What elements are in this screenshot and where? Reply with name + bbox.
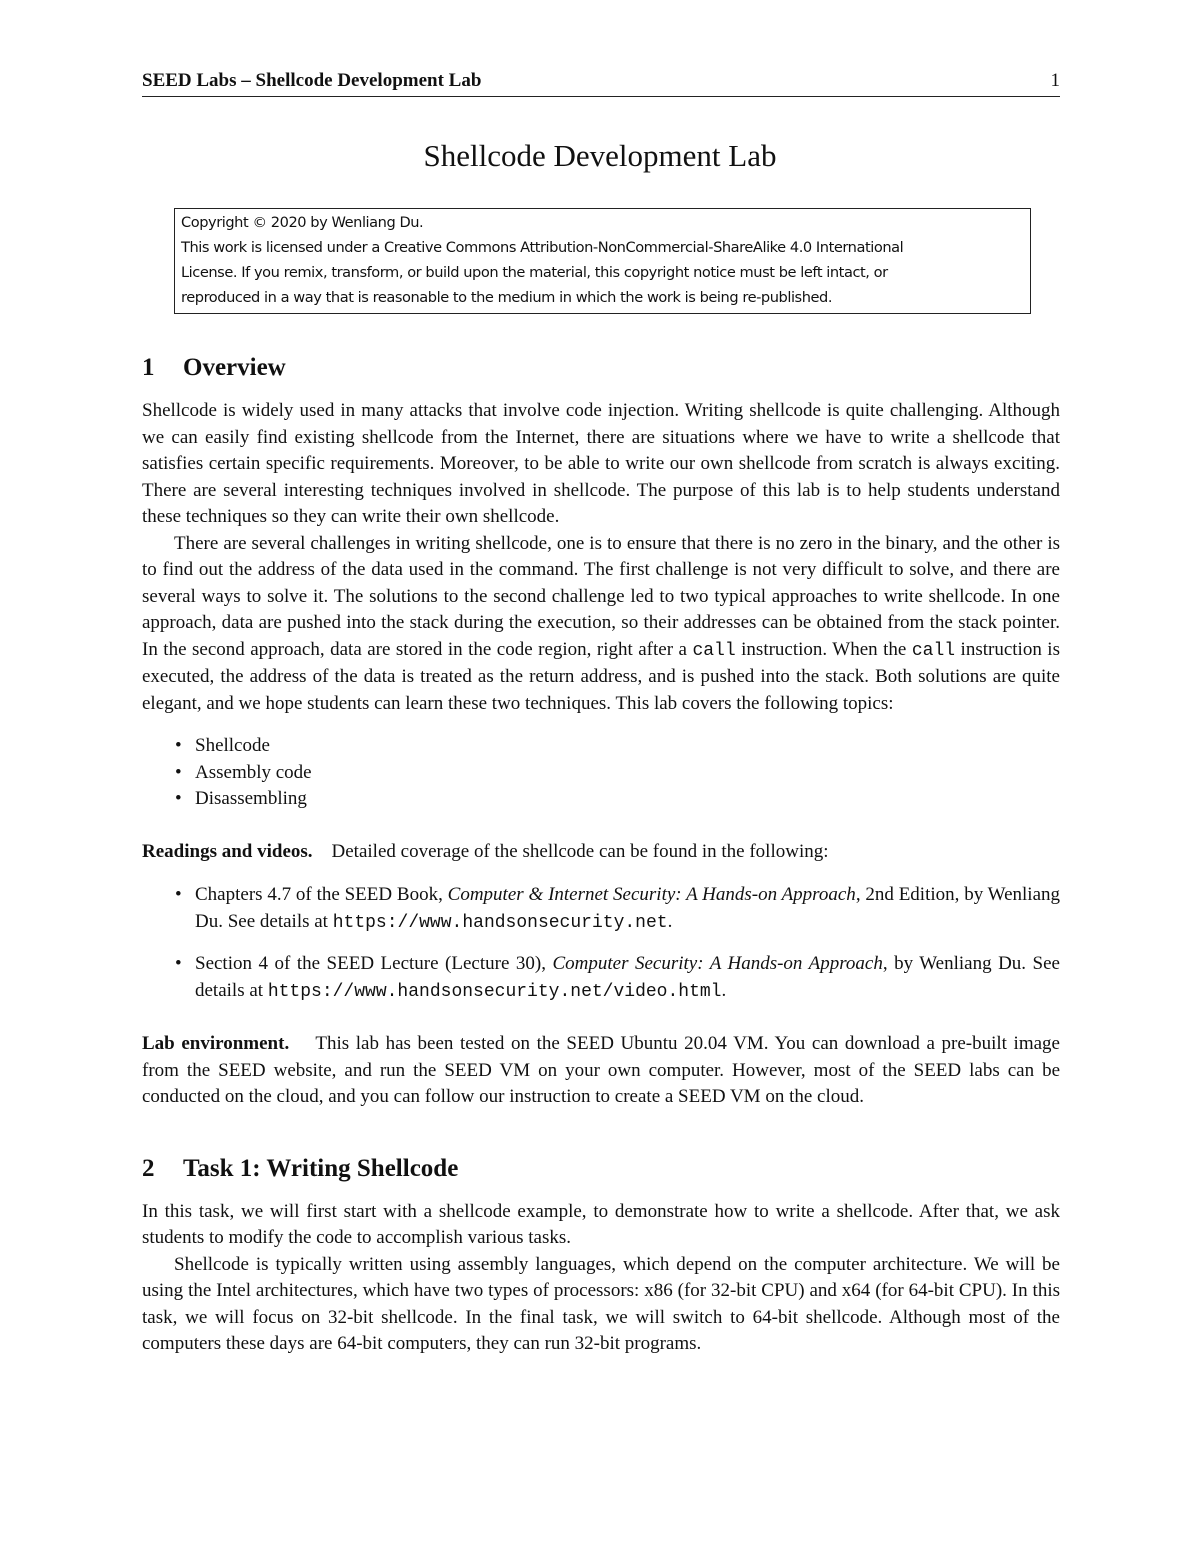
list-item: • Shellcode <box>142 733 1060 760</box>
section-title: Overview <box>183 354 286 381</box>
reading-text: . <box>721 979 727 1001</box>
paragraph-text: instruction is executed, the address of the data is treated as the return address, and is pushed into the stack. Both solutions are quite elegant, and we hope students can learn these two techniques. This lab covers the following topics: <box>142 638 1060 714</box>
copyright-line: Copyright © 2020 by Wenliang Du. <box>181 214 424 231</box>
reading-text: Section 4 of the SEED Lecture (Lecture 30), <box>195 953 553 974</box>
paragraph-text: There are several challenges in writing shellcode, one is to ensure that there is no zero in the binary, and the other is to find out the address of the data used in the command. The first challenge is not very difficult to solve, and there are several ways to solve it. The solutions to the second challenge led to two typical approaches to write shellcode. In one approach, data are pushed into the stack during the execution, so their addresses can be obtained from the stack pointer. In the second approach, data are stored in the code region, right after a <box>142 532 1060 660</box>
main-content <box>142 346 1060 1358</box>
lecture-title: Computer Security: A Hands-on Approach <box>552 953 883 974</box>
task1-paragraph-1: In this task, we will first start with a shellcode example, to demonstrate how to write a shellcode. After that, we ask students to modify the code to accomplish various tasks. <box>142 1200 1060 1248</box>
copyright-line: This work is licensed under a Creative Commons Attribution-NonCommercial-ShareAlike 4.0 International <box>181 239 904 256</box>
reading-text: , 2nd Edition, by Wenliang Du. See details at <box>195 884 1061 932</box>
section-number: 2 <box>142 1154 155 1182</box>
topics-list <box>142 733 1060 813</box>
reading-url[interactable]: https://www.handsonsecurity.net <box>332 912 668 933</box>
copyright-box <box>174 208 1031 314</box>
overview-paragraph-2 <box>142 531 1060 718</box>
reading-url[interactable]: https://www.handsonsecurity.net/video.html <box>267 981 722 1002</box>
paragraph-text: instruction. When the <box>735 638 912 660</box>
readings-list <box>142 882 1060 1005</box>
reading-text: , by Wenliang Du. See details at <box>195 953 1060 1001</box>
list-item <box>142 882 1060 936</box>
section-heading-task1 <box>142 1147 1060 1199</box>
readings-label: Readings and videos. <box>142 840 313 862</box>
readings-intro: Detailed coverage of the shellcode can be found in the following: <box>331 840 829 862</box>
document-title: Shellcode Development Lab <box>423 138 777 173</box>
list-item: • Assembly code <box>142 760 1060 787</box>
list-item: • Disassembling <box>142 786 1060 813</box>
overview-paragraph-1: Shellcode is widely used in many attacks that involve code injection. Writing shellcode is quite challenging. Although we can easily find existing shellcode from the Internet, there are situations where we have to write a shellcode that satisfies certain specific requirements. Moreover, to be able to write our own shellcode from scratch is always exciting. There are several interesting techniques involved in shellcode. The purpose of this lab is to help students understand these techniques so they can write their own shellcode. <box>142 400 1060 527</box>
list-item <box>142 951 1060 1005</box>
copyright-line: reproduced in a way that is reasonable to the medium in which the work is being re-published. <box>181 289 833 306</box>
reading-text: . <box>667 910 673 932</box>
running-header <box>142 70 1060 97</box>
task1-paragraph-2: Shellcode is typically written using assembly languages, which depend on the computer architecture. We will be using the Intel architectures, which have two types of processors: x86 (for 32-bit CPU) and x64 (for 64-bit CPU). In this task, we will focus on 32-bit shellcode. In the final task, we will switch to 64-bit shellcode. Although most of the computers these days are 64-bit computers, they can run 32-bit programs. <box>142 1253 1060 1354</box>
section-number: 1 <box>142 354 155 381</box>
lab-environment-paragraph <box>142 1031 1060 1111</box>
readings-paragraph <box>142 839 1060 866</box>
section-title: Task 1: Writing Shellcode <box>183 1154 459 1182</box>
section-heading-overview <box>142 346 1060 398</box>
code-call: call <box>692 640 736 661</box>
lab-environment-text: This lab has been tested on the SEED Ubuntu 20.04 VM. You can download a pre-built image from the SEED website, and run the SEED VM on your own computer. However, most of the SEED labs can be conducted on the cloud, and you can follow our instruction to create a SEED VM on the cloud. <box>142 1033 1060 1107</box>
lab-environment-label: Lab environment. <box>142 1033 290 1054</box>
copyright-line: License. If you remix, transform, or build upon the material, this copyright notice must be left intact, or <box>181 264 888 281</box>
code-call: call <box>911 640 956 661</box>
page-number: 1 <box>1050 70 1060 91</box>
book-title: Computer & Internet Security: A Hands-on Approach <box>447 884 856 905</box>
running-title: SEED Labs – Shellcode Development Lab <box>142 70 482 91</box>
reading-text: Chapters 4.7 of the SEED Book, <box>195 884 448 905</box>
